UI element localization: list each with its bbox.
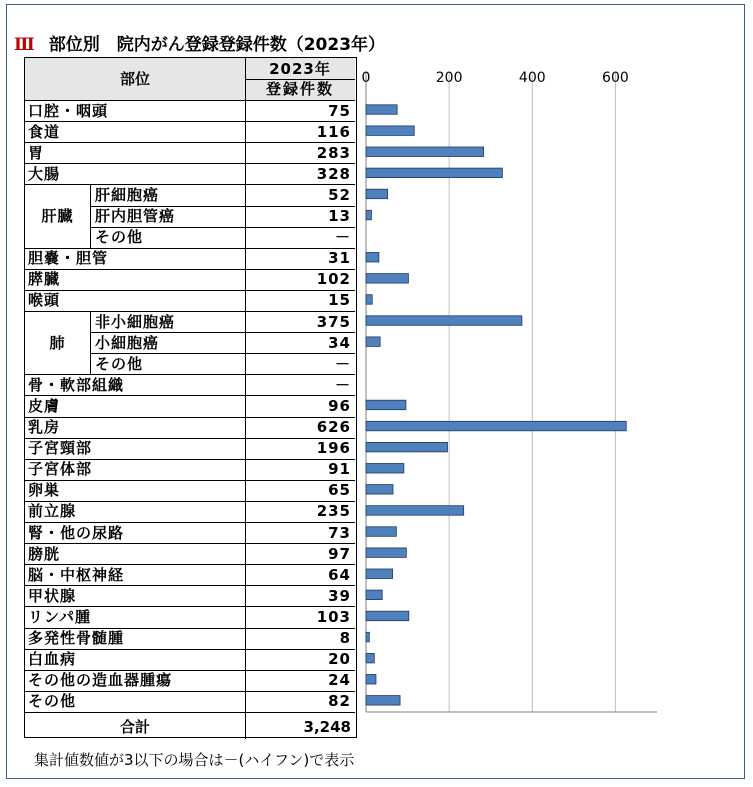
bar bbox=[366, 337, 380, 347]
bar bbox=[366, 400, 406, 410]
bar bbox=[366, 527, 396, 537]
header-count: 登録件数 bbox=[265, 80, 334, 98]
bar bbox=[366, 126, 414, 135]
bar bbox=[366, 168, 502, 178]
row-label: 膵臓 bbox=[28, 270, 61, 289]
row-value: 102 bbox=[316, 270, 351, 289]
bar bbox=[366, 590, 382, 600]
row-value: 283 bbox=[316, 143, 351, 162]
row-value: 235 bbox=[316, 502, 351, 521]
row-label: 白血病 bbox=[28, 650, 77, 669]
row-value: 97 bbox=[328, 544, 351, 563]
bar bbox=[366, 464, 404, 474]
row-value: 31 bbox=[328, 249, 351, 268]
bar bbox=[366, 421, 626, 431]
row-value: 91 bbox=[328, 460, 351, 479]
row-value: 13 bbox=[328, 207, 351, 225]
row-label: その他 bbox=[95, 354, 144, 373]
bar bbox=[366, 316, 522, 326]
bar bbox=[366, 189, 388, 199]
row-label: 大腸 bbox=[28, 164, 61, 183]
row-label: その他の造血器腫瘍 bbox=[28, 671, 173, 690]
row-label: 脳・中枢神経 bbox=[28, 565, 125, 584]
row-label: 卵巣 bbox=[28, 481, 61, 500]
bar bbox=[366, 696, 400, 706]
row-value: － bbox=[334, 375, 351, 394]
row-value: 626 bbox=[316, 418, 351, 436]
row-label: 乳房 bbox=[28, 418, 61, 436]
row-value: 20 bbox=[328, 650, 351, 669]
bar bbox=[366, 611, 409, 621]
bar bbox=[366, 675, 376, 685]
bar bbox=[366, 548, 406, 558]
header-year: 2023年 bbox=[269, 60, 331, 78]
row-label: 非小細胞癌 bbox=[95, 312, 176, 331]
row-label: 小細胞癌 bbox=[95, 333, 160, 352]
row-value: 34 bbox=[328, 333, 351, 352]
row-label: 胃 bbox=[28, 143, 45, 162]
row-label: 腎・他の尿路 bbox=[28, 523, 125, 542]
row-label: 骨・軟部組織 bbox=[28, 375, 125, 394]
row-label: 食道 bbox=[28, 122, 61, 141]
row-label: 胆嚢・胆管 bbox=[28, 249, 109, 268]
bar bbox=[366, 632, 369, 642]
row-label: その他 bbox=[95, 228, 144, 247]
row-value: 8 bbox=[339, 629, 351, 647]
row-label: 多発性骨髄腫 bbox=[28, 629, 125, 647]
bar bbox=[366, 105, 397, 115]
row-value: 73 bbox=[328, 523, 351, 542]
row-label: 子宮頸部 bbox=[28, 439, 93, 458]
bar bbox=[366, 253, 379, 263]
row-label: 肝細胞癌 bbox=[95, 185, 160, 204]
row-value: － bbox=[334, 228, 351, 247]
bar bbox=[366, 274, 408, 284]
bar bbox=[366, 210, 371, 220]
row-label: 口腔・咽頭 bbox=[28, 101, 109, 120]
row-value: 328 bbox=[316, 164, 351, 183]
row-value: 375 bbox=[316, 312, 351, 331]
row-label: 前立腺 bbox=[28, 502, 77, 521]
group-label: 肝臓 bbox=[41, 207, 74, 226]
bar bbox=[366, 147, 484, 157]
row-value: 103 bbox=[316, 607, 351, 626]
row-value: 96 bbox=[328, 396, 351, 415]
row-value: 39 bbox=[328, 586, 351, 605]
bar bbox=[366, 653, 374, 663]
bar bbox=[366, 569, 393, 579]
row-value: 64 bbox=[328, 565, 351, 584]
row-value: 75 bbox=[328, 101, 351, 120]
row-label: 皮膚 bbox=[28, 396, 61, 415]
row-label: 子宮体部 bbox=[28, 460, 93, 479]
title-numeral: Ⅲ bbox=[14, 35, 35, 55]
footnote: 集計値数値が3以下の場合は－(ハイフン)で表示 bbox=[34, 751, 355, 769]
row-value: 116 bbox=[316, 122, 351, 141]
total-value: 3,248 bbox=[303, 718, 351, 736]
x-tick-label: 400 bbox=[518, 70, 546, 86]
bar bbox=[366, 506, 464, 516]
row-label: リンパ腫 bbox=[28, 607, 91, 626]
row-value: 196 bbox=[316, 439, 351, 458]
row-value: 52 bbox=[328, 185, 351, 204]
row-label: 喉頭 bbox=[28, 291, 61, 310]
row-label: 甲状腺 bbox=[28, 586, 77, 605]
bar bbox=[366, 295, 372, 305]
row-label: 膀胱 bbox=[28, 544, 61, 563]
x-tick-label: 200 bbox=[435, 70, 463, 86]
row-value: － bbox=[334, 354, 351, 373]
row-value: 24 bbox=[328, 671, 351, 690]
bar bbox=[366, 485, 393, 495]
row-label: その他 bbox=[28, 692, 77, 711]
title-text: 部位別 院内がん登録登録件数（2023年） bbox=[48, 35, 386, 55]
x-tick-label: 600 bbox=[602, 70, 629, 86]
x-tick-label: 0 bbox=[361, 70, 371, 86]
total-label: 合計 bbox=[119, 718, 150, 736]
group-label: 肺 bbox=[49, 333, 66, 352]
row-label: 肝内胆管癌 bbox=[95, 207, 176, 225]
row-value: 65 bbox=[328, 481, 351, 500]
header-site: 部位 bbox=[119, 70, 150, 88]
bar bbox=[366, 442, 447, 452]
row-value: 15 bbox=[328, 291, 351, 310]
row-value: 82 bbox=[328, 692, 351, 711]
